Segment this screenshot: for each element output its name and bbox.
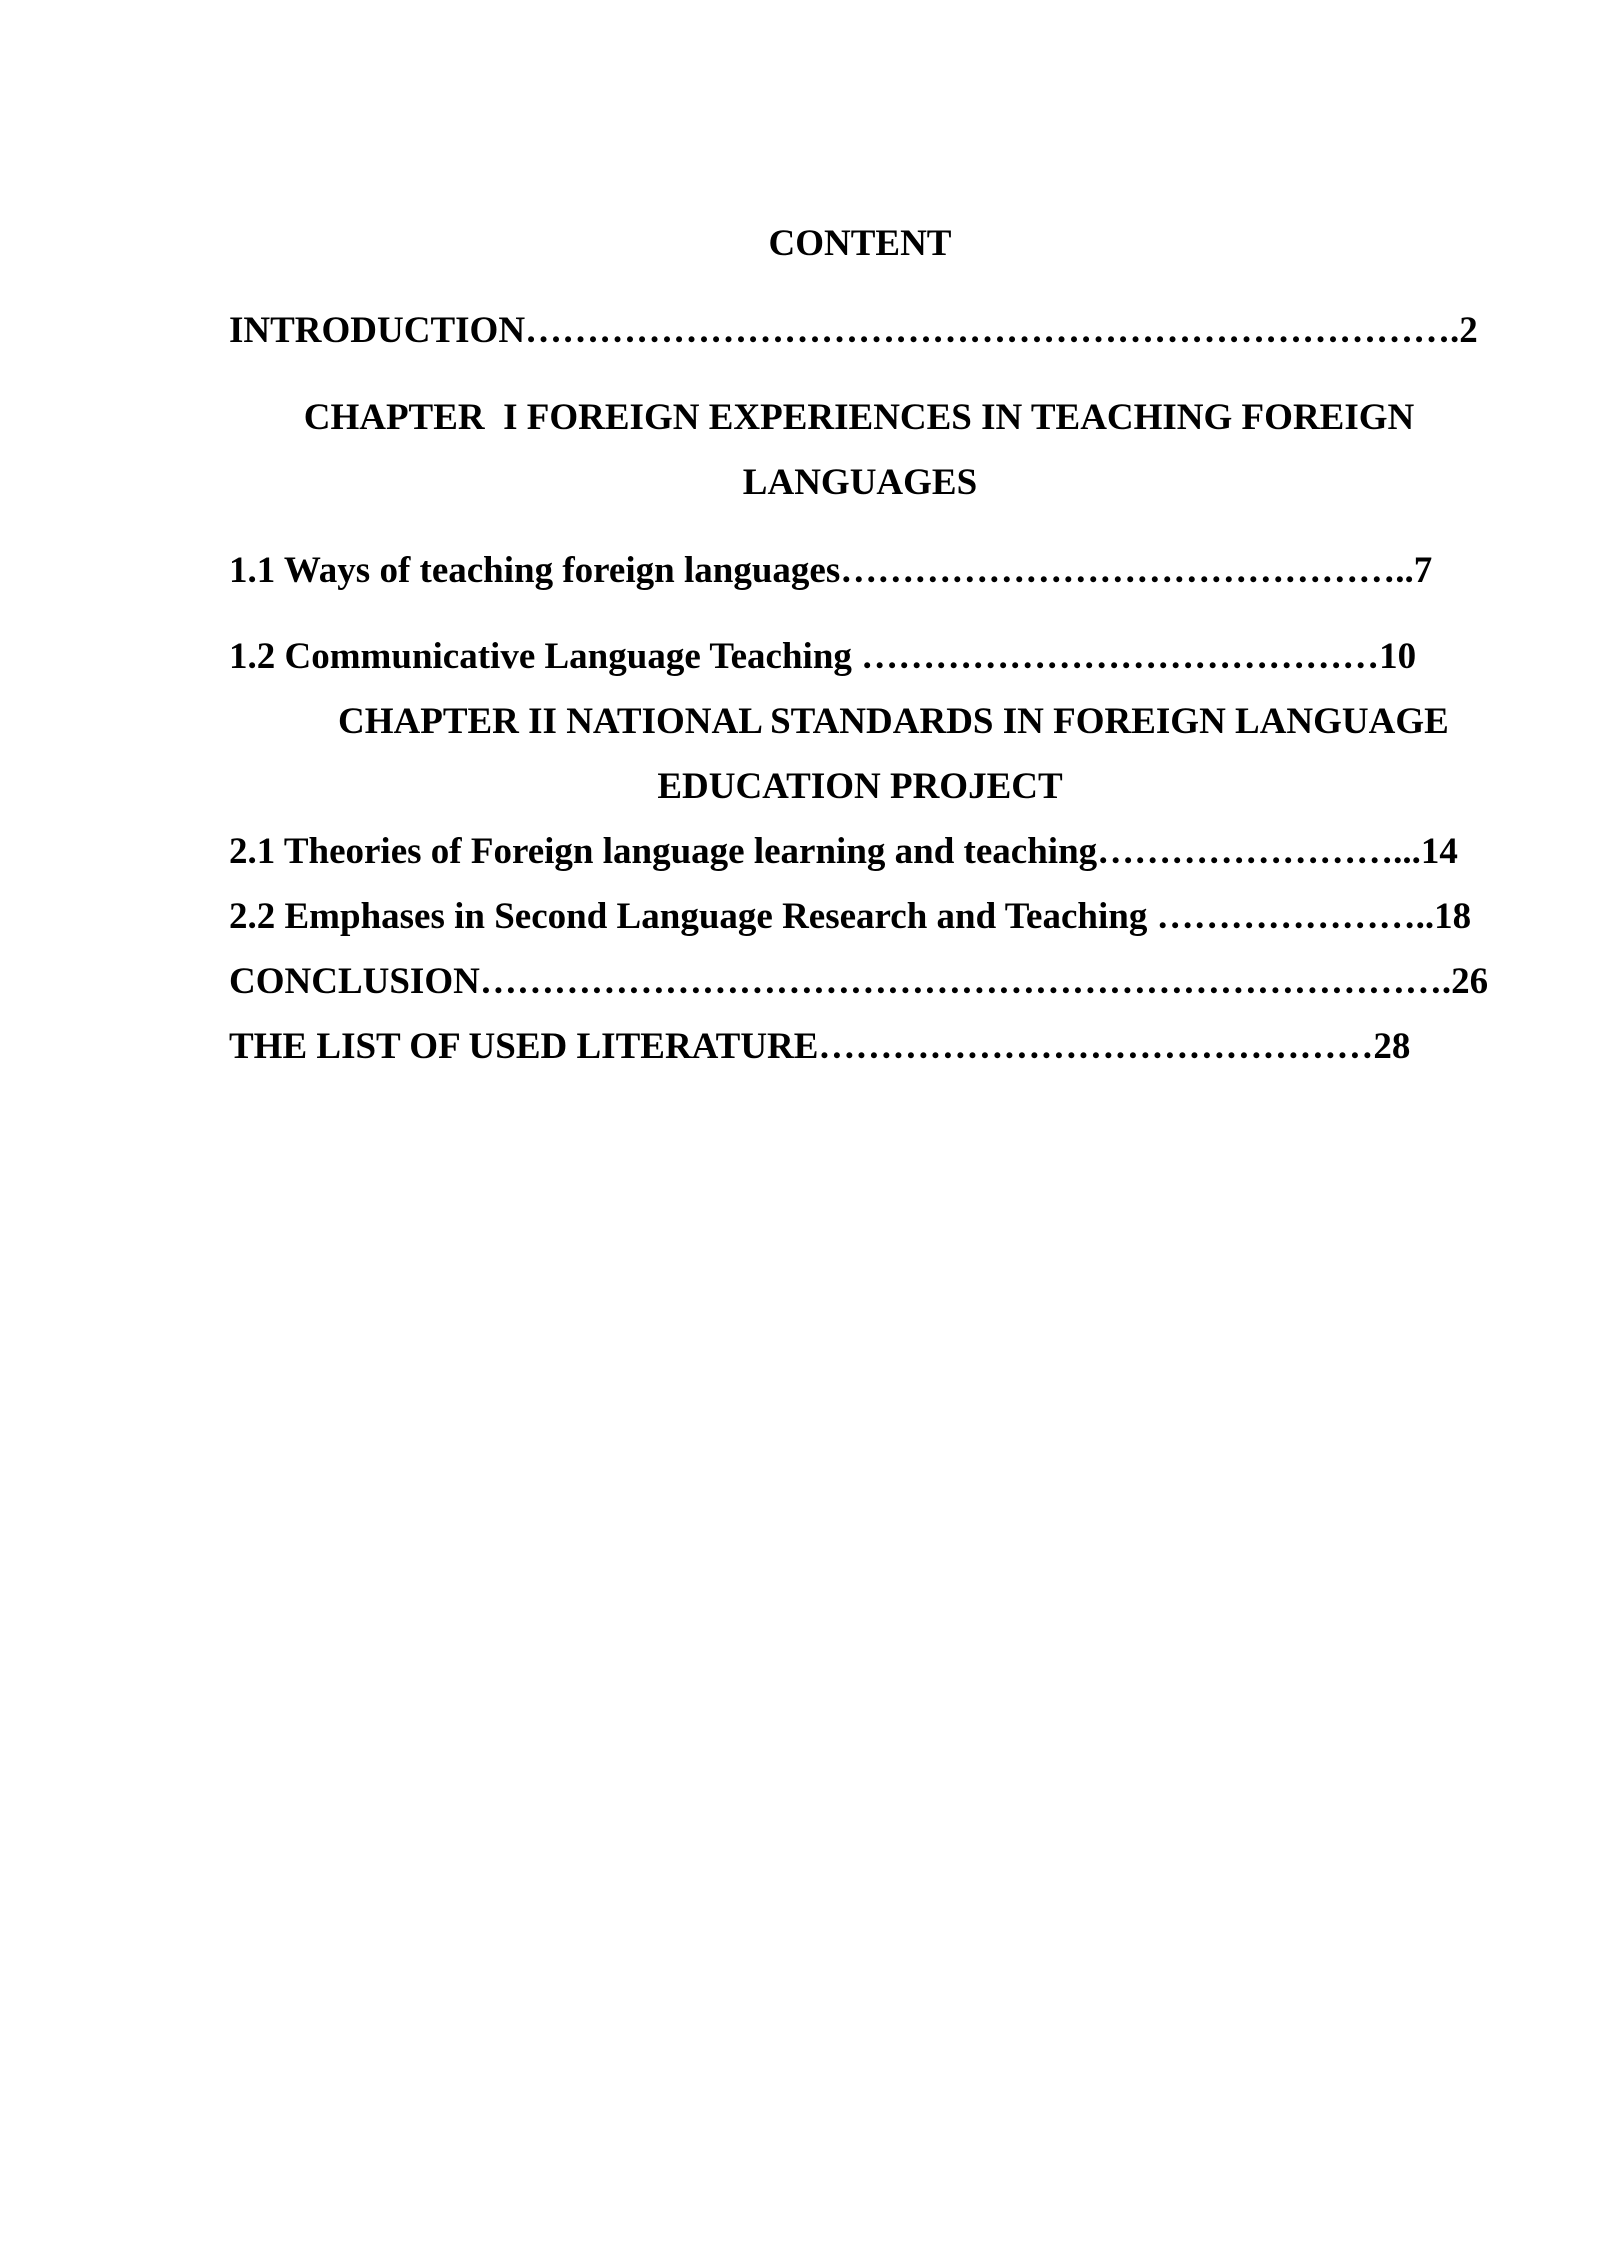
chapter-2-heading-line-2: EDUCATION PROJECT (657, 766, 1063, 807)
toc-entry-literature: THE LIST OF USED LITERATURE………………………………………28 (229, 1026, 1411, 1067)
toc-entry-2-2: 2.2 Emphases in Second Language Research and Teaching …………………..18 (229, 896, 1472, 937)
chapter-2-heading-line-1: CHAPTER II NATIONAL STANDARDS IN FOREIGN LANGUAGE (338, 701, 1449, 742)
toc-entry-2-1: 2.1 Theories of Foreign language learning and teaching……………………...14 (229, 831, 1458, 872)
toc-entry-introduction: INTRODUCTION………………………………………………………………….2 (229, 310, 1478, 351)
toc-entry-1-1: 1.1 Ways of teaching foreign languages………………………………………..7 (229, 550, 1433, 591)
chapter-1-heading-line-1: CHAPTER I FOREIGN EXPERIENCES IN TEACHING FOREIGN (303, 397, 1415, 438)
page-title: CONTENT (768, 223, 952, 264)
chapter-1-heading-line-2: LANGUAGES (742, 462, 978, 503)
toc-entry-1-2: 1.2 Communicative Language Teaching ……………………………………10 (229, 636, 1417, 677)
toc-entry-conclusion: CONCLUSION…………………………………………………………………….26 (229, 961, 1489, 1002)
